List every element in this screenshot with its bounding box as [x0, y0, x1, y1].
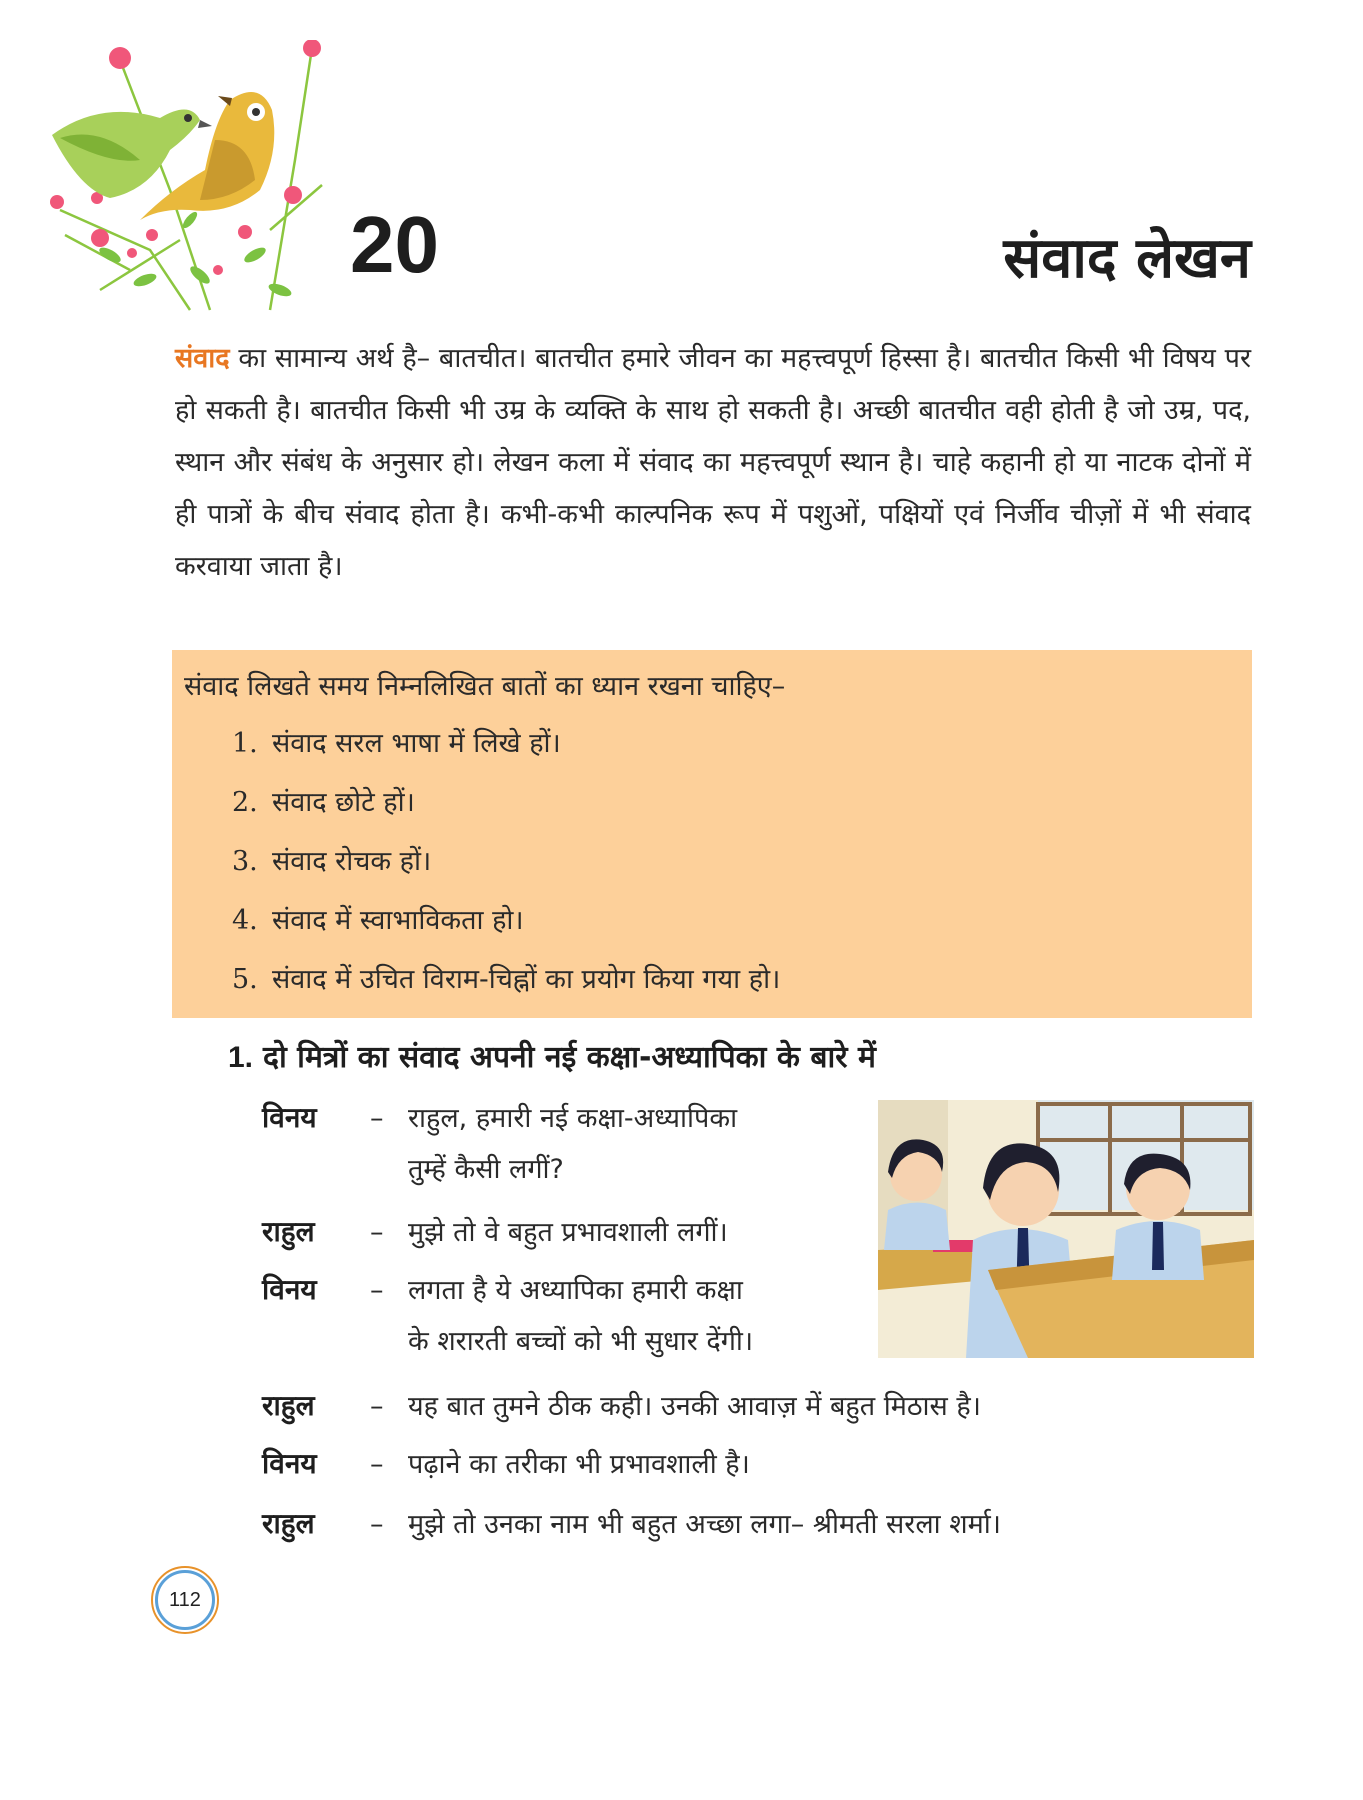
birds-flowers-illustration [40, 40, 360, 320]
dialogue-continuation: तुम्हें कैसी लगीं? [408, 1154, 564, 1185]
chapter-number: 20 [350, 200, 439, 289]
dialogue-line: विनय – पढ़ाने का तरीका भी प्रभावशाली है। [262, 1438, 750, 1491]
speaker-name: राहुल [262, 1215, 315, 1248]
tips-item: 3. संवाद रोचक हों। [232, 846, 432, 877]
dialogue-text: राहुल, हमारी नई कक्षा-अध्यापिका [408, 1103, 738, 1134]
tips-item: 4. संवाद में स्वाभाविकता हो। [232, 905, 524, 936]
dialogue-line: राहुल – मुझे तो उनका नाम भी बहुत अच्छा लगा– श्रीमती सरला शर्मा। [262, 1498, 1001, 1551]
tips-item: 5. संवाद में उचित विराम-चिह्नों का प्रयोग किया गया हो। [232, 964, 781, 995]
tips-item: 2. संवाद छोटे हों। [232, 787, 415, 818]
speaker-name: विनय [262, 1447, 317, 1480]
dialogue-text: मुझे तो वे बहुत प्रभावशाली लगीं। [408, 1217, 728, 1248]
speaker-name: राहुल [262, 1389, 315, 1422]
dialogue-text: मुझे तो उनका नाम भी बहुत अच्छा लगा– श्रीमती सरला शर्मा। [408, 1509, 1001, 1540]
page-number: 112 [155, 1570, 215, 1630]
dialogue-line: राहुल – यह बात तुमने ठीक कही। उनकी आवाज़ में बहुत मिठास है। [262, 1380, 981, 1433]
classroom-illustration [878, 1100, 1254, 1358]
tips-heading: संवाद लिखते समय निम्नलिखित बातों का ध्यान रखना चाहिए– [184, 671, 786, 702]
dialogue-continuation: के शरारती बच्चों को भी सुधार देंगी। [408, 1326, 754, 1357]
tips-item: 1. संवाद सरल भाषा में लिखे हों। [232, 728, 561, 759]
dialogue-line: विनय – लगता है ये अध्यापिका हमारी कक्षा [262, 1264, 743, 1317]
dialogue-line: विनय – राहुल, हमारी नई कक्षा-अध्यापिका [262, 1092, 737, 1145]
tips-list [184, 714, 1240, 1009]
dialogue-text: लगता है ये अध्यापिका हमारी कक्षा [408, 1275, 743, 1306]
intro-text: का सामान्य अर्थ है– बातचीत। बातचीत हमारे जीवन का महत्त्वपूर्ण हिस्सा है। बातचीत किसी भी विषय पर हो सकती है। बातचीत किसी भी उम्र के व्यक्ति के साथ हो सकती है। अच्छी बातचीत वही होती है जो उम्र, पद, स्थान और संबंध के अनुसार हो। लेखन कला में संवाद का महत्त्वपूर्ण स्थान है। चाहे कहानी हो या नाटक दोनों में ही पात्रों के बीच संवाद होता है। कभी-कभी काल्पनिक रूप में पशुओं, पक्षियों एवं निर्जीव चीज़ों में भी संवाद करवाया जाता है। [175, 343, 1251, 582]
example-heading: 1. दो मित्रों का संवाद अपनी नई कक्षा-अध्यापिका के बारे में [228, 1040, 876, 1075]
dialogue-text: पढ़ाने का तरीका भी प्रभावशाली है। [408, 1449, 750, 1480]
chapter-title: संवाद लेखन [1003, 226, 1251, 291]
dialogue-line: राहुल – मुझे तो वे बहुत प्रभावशाली लगीं। [262, 1206, 728, 1259]
speaker-name: राहुल [262, 1507, 315, 1540]
intro-keyword: संवाद [175, 343, 230, 374]
dialogue-text: यह बात तुमने ठीक कही। उनकी आवाज़ में बहुत मिठास है। [408, 1391, 981, 1422]
speaker-name: विनय [262, 1101, 317, 1134]
intro-paragraph [175, 333, 1251, 593]
speaker-name: विनय [262, 1273, 317, 1306]
tips-box [172, 650, 1252, 1018]
